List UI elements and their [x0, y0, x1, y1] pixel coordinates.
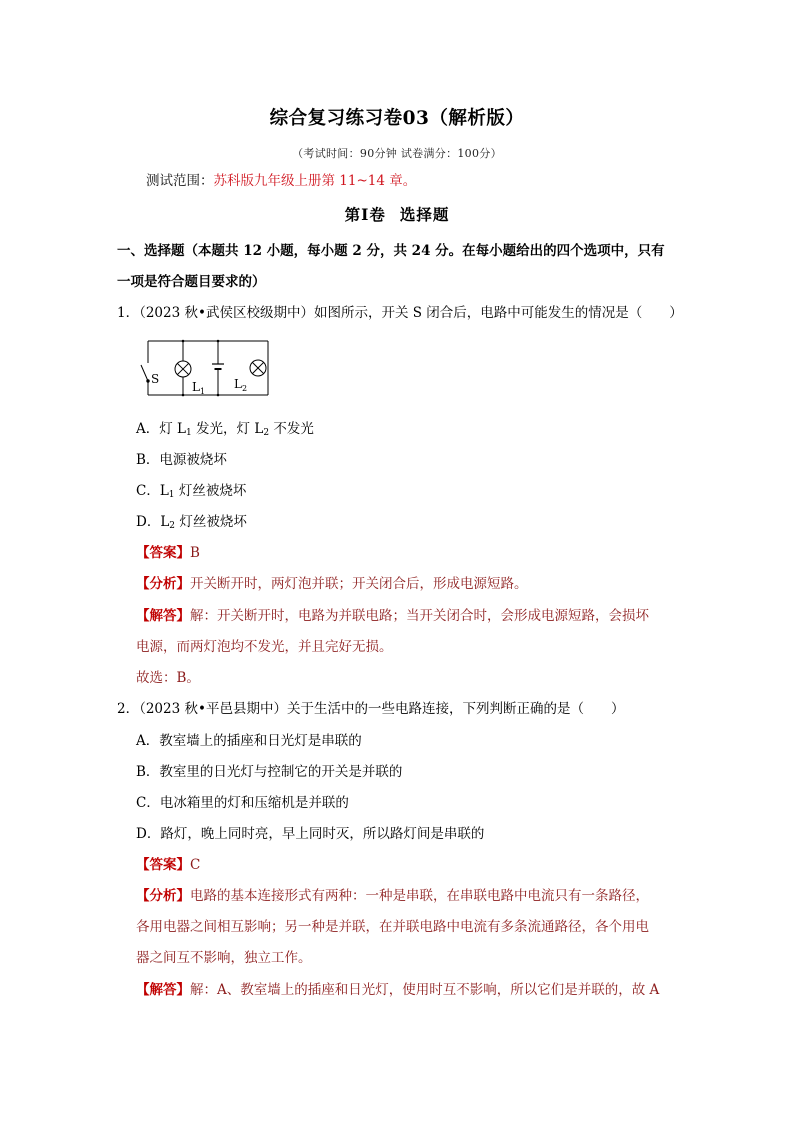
q2-option-b: B．教室里的日光灯与控制它的开关是并联的	[136, 764, 403, 780]
q2-analysis-line-3: 器之间互不影响，独立工作。	[136, 950, 312, 966]
q2-stem: 2．（2023 秋•平邑县期中）关于生活中的一些电路连接，下列判断正确的是（ ）	[117, 701, 625, 717]
exam-info: （考试时间：90分钟 试卷满分：100分）	[292, 147, 502, 160]
scope-value: 苏科版九年级上册第 11~14 章。	[213, 173, 417, 189]
q2-analysis-line-1: 【分析】电路的基本连接形式有两种：一种是串联，在串联电路中电流只有一条路径，	[136, 888, 649, 904]
q1-solution-line-2: 电源，而两灯泡均不发光，并且完好无损。	[136, 639, 393, 655]
q1-solution-line-1: 【解答】解：开关断开时，电路为并联电路；当开关闭合时，会形成电源短路，会损坏	[136, 608, 649, 624]
svg-text:L1	[192, 380, 205, 396]
lamp1-icon	[175, 361, 191, 377]
lamp1-label: L	[192, 380, 200, 394]
q1-option-a: A．灯 $L_1$ 发光，灯 $L_2$ 不发光	[136, 421, 314, 438]
q2-solution-line-1: 【解答】解：A、教室墙上的插座和日光灯，使用时互不影响，所以它们是并联的，故 A	[136, 982, 660, 998]
scope-label: 测试范围：	[146, 173, 214, 189]
q1-choose: 故选：B。	[136, 670, 200, 686]
section-part: 第Ⅰ卷	[344, 205, 386, 224]
switch-lever	[141, 365, 148, 381]
q2-answer: 【答案】C	[136, 857, 201, 873]
page-title: 综合复习练习卷03（解析版）	[269, 108, 525, 129]
instructions-line-1: 一、选择题（本题共 12 小题，每小题 2 分，共 24 分。在每小题给出的四个选项中，只有	[117, 243, 665, 259]
section-name: 选择题	[399, 205, 450, 224]
q2-option-c: C．电冰箱里的灯和压缩机是并联的	[136, 795, 349, 811]
switch-label: S	[151, 372, 160, 386]
lamp2-label: L	[234, 377, 242, 391]
lamp1-subscript: 1	[199, 387, 206, 396]
test-scope	[146, 172, 416, 190]
circuit-diagram	[138, 333, 278, 403]
q2-option-a: A．教室墙上的插座和日光灯是串联的	[136, 733, 362, 749]
q1-option-d: D．$L_2$ 灯丝被烧坏	[136, 514, 247, 531]
q2-option-d: D．路灯，晚上同时亮，早上同时灭，所以路灯间是串联的	[136, 826, 485, 842]
q1-option-c: C．$L_1$ 灯丝被烧坏	[136, 483, 247, 500]
instructions-line-2: 一项是符合题目要求的）	[117, 274, 266, 290]
q2-analysis-line-2: 各用电器之间相互影响；另一种是并联，在并联电路中电流有多条流通路径，各个用电	[136, 919, 649, 935]
section-title	[0, 203, 794, 225]
svg-text:L2	[234, 377, 247, 393]
lamp2-subscript: 2	[241, 384, 248, 393]
q1-option-b: B．电源被烧坏	[136, 452, 227, 468]
q1-answer: 【答案】B	[136, 545, 200, 561]
switch-pivot	[147, 380, 149, 382]
q1-stem: 1．（2023 秋•武侯区校级期中）如图所示，开关 S 闭合后，电路中可能发生的情况是（ ）	[117, 305, 683, 321]
q1-analysis: 【分析】开关断开时，两灯泡并联；开关闭合后，形成电源短路。	[136, 576, 528, 592]
lamp2-icon	[250, 360, 266, 376]
